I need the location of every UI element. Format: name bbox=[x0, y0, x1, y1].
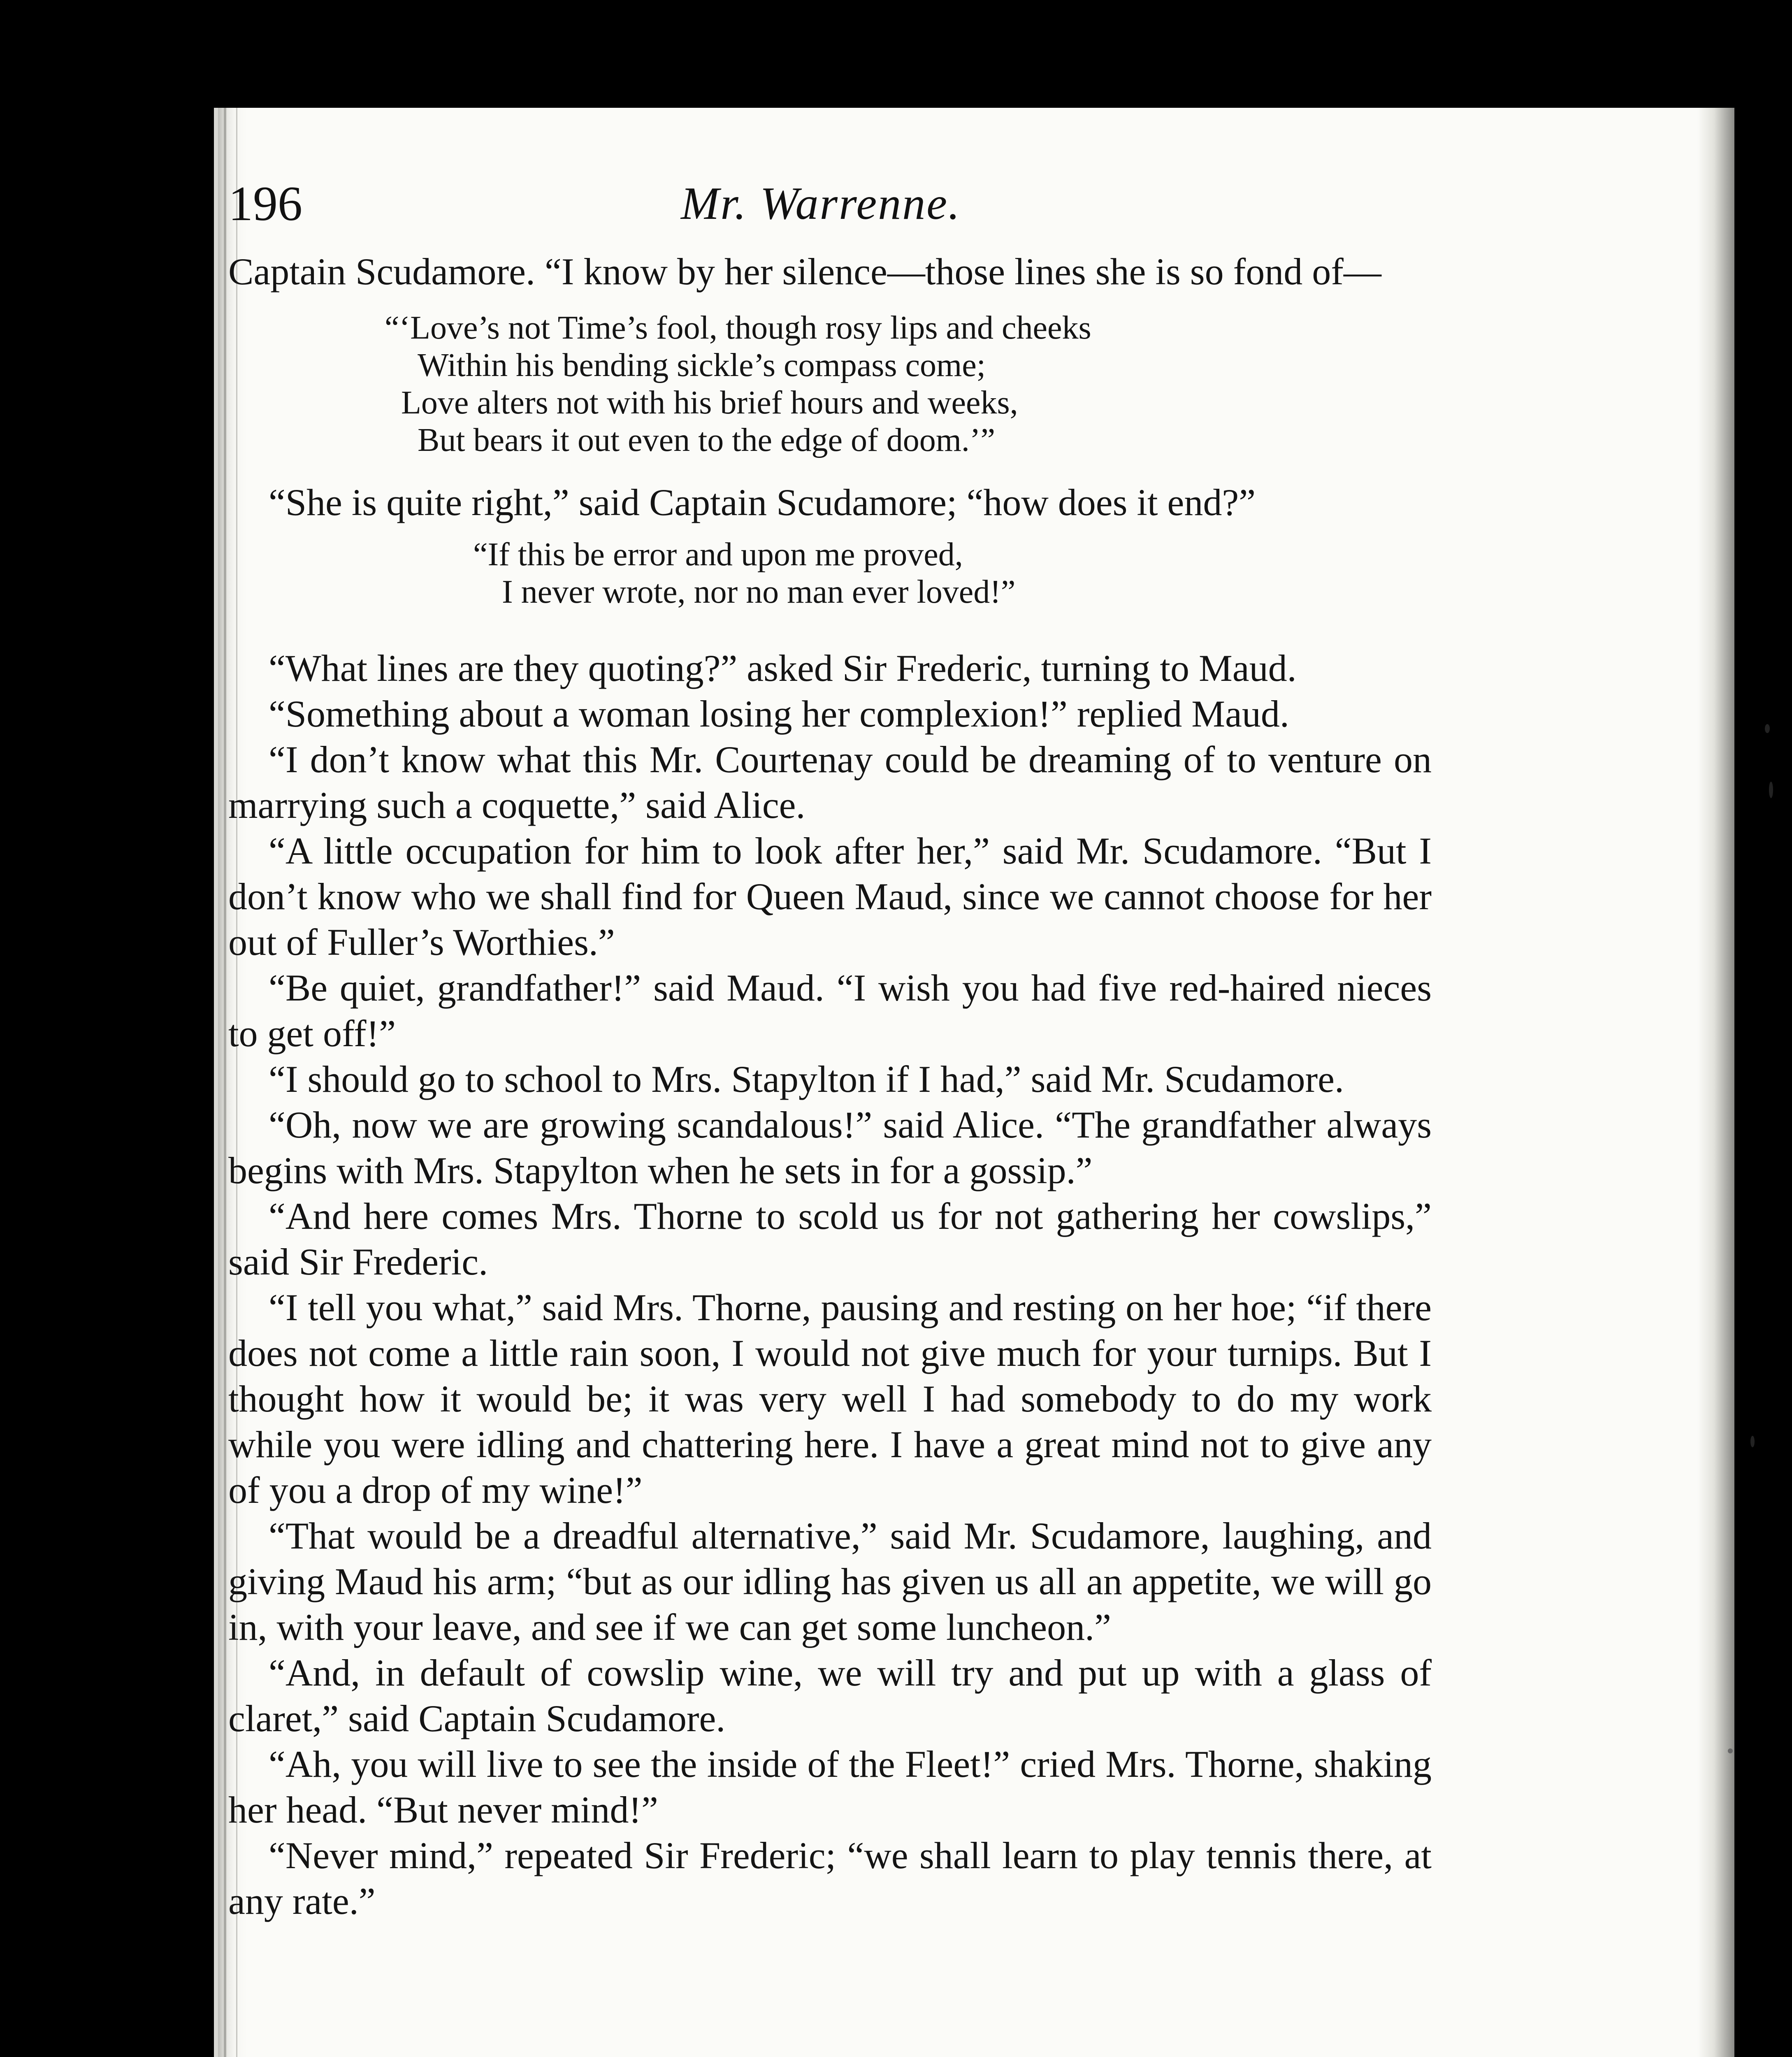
paragraph: “Be quiet, grandfather!” said Maud. “I wish you had five red-haired nieces to get off!” bbox=[228, 967, 1432, 1054]
scan-speck bbox=[1765, 724, 1770, 733]
paragraph: “She is quite right,” said Captain Scudamore; “how does it end?” bbox=[269, 481, 1256, 523]
paragraph: Captain Scudamore. “I know by her silence—those lines she is so fond of— bbox=[228, 251, 1381, 293]
verse-quotation bbox=[228, 525, 1432, 645]
scan-speck bbox=[1750, 1436, 1755, 1447]
paragraph: “Never mind,” repeated Sir Frederic; “we shall learn to play tennis there, at any rate.” bbox=[228, 1834, 1432, 1922]
paragraph: “That would be a dreadful alternative,” said Mr. Scudamore, laughing, and giving Maud his arm; “but as our idling has given us all an appetite, we will go in, with your leave, and see if we can get some luncheon.” bbox=[228, 1515, 1432, 1648]
scan-speck bbox=[1728, 1748, 1733, 1753]
paragraph: “What lines are they quoting?” asked Sir Frederic, turning to Maud. bbox=[269, 647, 1297, 689]
paragraph: “Ah, you will live to see the inside of the Fleet!” cried Mrs. Thorne, shaking her head. “But never mind!” bbox=[228, 1743, 1432, 1831]
page-edge-shadow bbox=[1697, 108, 1734, 2057]
paragraph: “A little occupation for him to look after her,” said Mr. Scudamore. “But I don’t know who we shall find for Queen Maud, since we cannot choose for her out of Fuller’s Worthies.” bbox=[228, 830, 1432, 963]
paragraph: “And here comes Mrs. Thorne to scold us for not gathering her cowslips,” said Sir Frederic. bbox=[228, 1195, 1432, 1283]
page-number: 196 bbox=[228, 176, 302, 231]
body-text bbox=[228, 249, 1432, 1924]
gutter-fold-line bbox=[224, 108, 226, 2057]
running-title: Mr. Warrenne. bbox=[681, 178, 961, 229]
verse-quotation bbox=[228, 295, 1432, 480]
verse-line: Within his bending sickle’s compass come; bbox=[418, 347, 986, 383]
verse-line: “If this be error and upon me proved, bbox=[473, 536, 963, 573]
paragraph: “Something about a woman losing her complexion!” replied Maud. bbox=[269, 693, 1289, 735]
paragraph: “I tell you what,” said Mrs. Thorne, pausing and resting on her hoe; “if there does not come a little rain soon, I would not give much for your turnips. But I thought how it would be; it was very well I had somebody to do my work while you were idling and chattering here. I have a great mind not to give any of you a drop of my wine!” bbox=[228, 1286, 1432, 1511]
paragraph: “And, in default of cowslip wine, we will try and put up with a glass of claret,” said Captain Scudamore. bbox=[228, 1652, 1432, 1739]
paragraph: “Oh, now we are growing scandalous!” said Alice. “The grandfather always begins with Mrs. Stapylton when he sets in for a gossip.” bbox=[228, 1104, 1432, 1191]
verse-line: But bears it out even to the edge of doom.’” bbox=[418, 422, 996, 458]
page-header bbox=[228, 163, 1216, 245]
verse-line: Love alters not with his brief hours and weeks, bbox=[401, 385, 1018, 421]
verse-line: I never wrote, nor no man ever loved!” bbox=[502, 574, 1016, 610]
paragraph: “I should go to school to Mrs. Stapylton if I had,” said Mr. Scudamore. bbox=[269, 1058, 1344, 1100]
scan-speck bbox=[1769, 782, 1773, 798]
paragraph: “I don’t know what this Mr. Courtenay could be dreaming of to venture on marrying such a coquette,” said Alice. bbox=[228, 738, 1432, 826]
verse-line: “‘Love’s not Time’s fool, though rosy lips and cheeks bbox=[385, 310, 1091, 346]
